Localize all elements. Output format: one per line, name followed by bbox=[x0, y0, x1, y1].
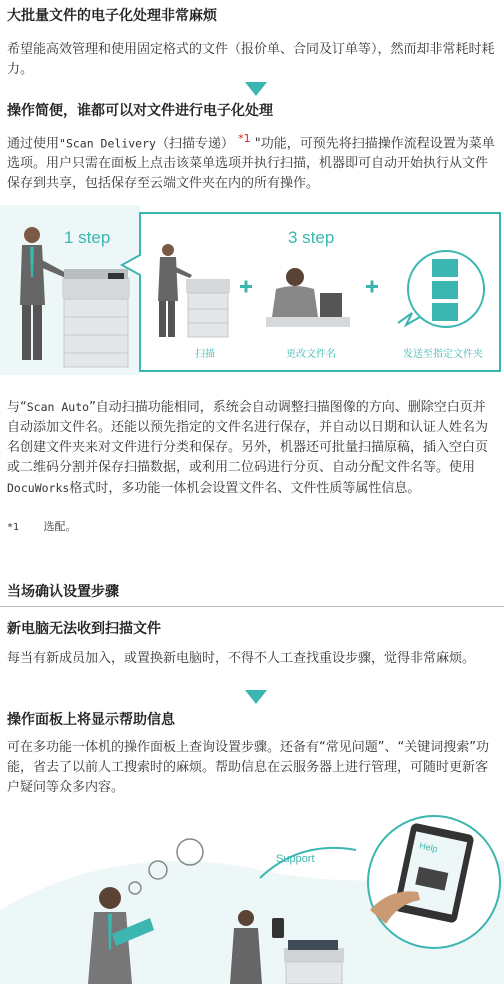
tablet-icon bbox=[368, 816, 500, 948]
section-body: 希望能高效管理和使用固定格式的文件（报价单、合同及订单等），然而却非常耗时耗力。 bbox=[7, 42, 495, 77]
step3-label: 3 step bbox=[288, 228, 335, 247]
section-problem-1 bbox=[7, 6, 497, 80]
printer-icon bbox=[62, 269, 130, 367]
divider bbox=[0, 606, 504, 607]
section-auto-scan bbox=[7, 397, 497, 538]
down-arrow-icon bbox=[245, 82, 267, 96]
down-arrow-icon bbox=[245, 690, 267, 704]
rename-label: 更改文件名 bbox=[286, 349, 336, 360]
footnote-mark: *1 bbox=[238, 132, 251, 145]
section-title: 大批量文件的电子化处理非常麻烦 bbox=[7, 8, 217, 24]
help-support-diagram bbox=[0, 800, 504, 984]
section-heading-settings bbox=[7, 582, 497, 602]
section-body: 通过使用"Scan Delivery（扫描专递） $^{*1}$ "功能，可预先将扫描操作流程设置为菜单选项。用户只需在面板上点击该菜单选项并执行扫描，机器即可自动开始执行从文件保存到共享，包括保存至云端文件夹在内的所有操作。 bbox=[7, 132, 495, 192]
section-body: 与“Scan Auto”自动扫描功能相同，系统会自动调整扫描图像的方向、删除空白页并自动添加文件名。还能以预先指定的文件名进行保存，并自动以日期和认证人姓名为名创建文件夹来对文件进行分类和保存。另外，机器还可批量扫描原稿，插入空白页或二维码分割并保存扫描数据，或利用二位码进行分页、自动分配文件名等。使用DocuWorks格式时，多功能一体机会设置文件名、文件性质等属性信息。 bbox=[7, 400, 489, 496]
section-problem-2 bbox=[7, 619, 497, 669]
send-label: 发送至指定文件夹 bbox=[403, 349, 483, 360]
section-title: 操作面板上将显示帮助信息 bbox=[7, 712, 175, 728]
printer-icon bbox=[284, 940, 344, 984]
section-heading: 当场确认设置步骤 bbox=[7, 584, 119, 600]
scan-delivery-diagram bbox=[0, 205, 504, 375]
step1-label: 1 step bbox=[64, 228, 111, 247]
footnote: *1 选配。 bbox=[7, 520, 77, 533]
printer-icon bbox=[186, 279, 230, 337]
section-body: 可在多功能一体机的操作面板上查询设置步骤。还备有“常见问题”、“关键词搜索”功能，省去了以前人工搜索时的麻烦。帮助信息在云服务器上进行管理，可随时更新客户疑问等众多内容。 bbox=[7, 740, 489, 795]
section-title: 操作简便，谁都可以对文件进行电子化处理 bbox=[7, 103, 273, 119]
section-title: 新电脑无法收到扫描文件 bbox=[7, 621, 161, 637]
section-solution-1 bbox=[7, 101, 497, 194]
scan-label: 扫描 bbox=[195, 349, 215, 360]
section-body: 每当有新成员加入，或置换新电脑时，不得不人工查找重设步骤，觉得非常麻烦。 bbox=[7, 651, 476, 666]
help-label: Help bbox=[418, 840, 439, 855]
section-solution-2 bbox=[7, 710, 497, 798]
support-label: Support bbox=[276, 853, 315, 865]
